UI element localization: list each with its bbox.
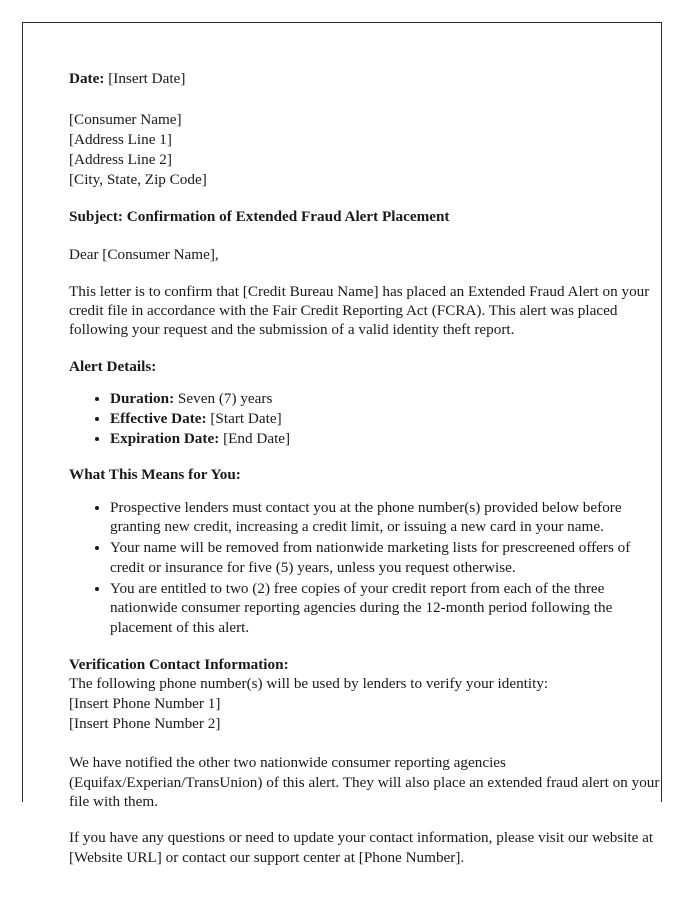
verification-phone-2: [Insert Phone Number 2] bbox=[69, 714, 221, 732]
address-line-city-state-zip: [City, State, Zip Code] bbox=[69, 170, 207, 188]
verification-description: The following phone number(s) will be used by lenders to verify your identity: bbox=[69, 675, 549, 693]
what-this-means-heading: What This Means for You: bbox=[69, 466, 241, 484]
list-item: Prospective lenders must contact you at the phone number(s) provided below before granting new credit, increasing a credit limit, or issuing a new card in your name. bbox=[69, 498, 661, 538]
alert-detail-label-effective-date: Effective Date: bbox=[110, 409, 207, 427]
salutation: Dear [Consumer Name], bbox=[69, 245, 219, 263]
list-item bbox=[69, 409, 661, 429]
alert-detail-label-duration: Duration: bbox=[110, 390, 175, 408]
alert-details-heading: Alert Details: bbox=[69, 357, 157, 375]
alert-detail-value-expiration-date: [End Date] bbox=[223, 429, 291, 447]
date-value: [Insert Date] bbox=[108, 70, 186, 87]
list-item bbox=[69, 429, 661, 449]
subject-line: Subject: Confirmation of Extended Fraud Alert Placement bbox=[69, 208, 450, 226]
alert-detail-value-effective-date: [Start Date] bbox=[210, 409, 282, 427]
recipient-address-block bbox=[69, 110, 661, 189]
letter-body bbox=[69, 69, 661, 867]
date-label: Date: bbox=[69, 70, 105, 87]
address-line-2: [Address Line 2] bbox=[69, 150, 172, 168]
what-this-means-list bbox=[69, 498, 661, 638]
list-item: Your name will be removed from nationwide marketing lists for prescreened offers of credit or insurance for five (5) years, unless you request otherwise. bbox=[69, 538, 661, 578]
document-page-frame bbox=[22, 22, 662, 866]
list-item bbox=[69, 389, 661, 409]
alert-details-list bbox=[69, 389, 661, 448]
alert-detail-value-duration: Seven (7) years bbox=[177, 390, 273, 408]
intro-paragraph: This letter is to confirm that [Credit Bureau Name] has placed an Extended Fraud Alert on your credit file in accordance with the Fair Credit Reporting Act (FCRA). This alert was placed following your request and the submission of a valid identity theft report. bbox=[69, 282, 650, 339]
date-line bbox=[69, 69, 661, 88]
verification-contact-block bbox=[69, 655, 661, 733]
list-item: You are entitled to two (2) free copies of your credit report from each of the three nationwide consumer reporting agencies during the 12-month period following the placement of this alert. bbox=[69, 579, 661, 638]
notification-paragraph: We have notified the other two nationwide consumer reporting agencies (Equifax/Experian/TransUnion) of this alert. They will also place an extended fraud alert on your file with them. bbox=[69, 754, 660, 810]
closing-paragraph: If you have any questions or need to update your contact information, please visit our website at [Website URL] or contact our support center at [Phone Number]. bbox=[69, 829, 654, 866]
alert-detail-label-expiration-date: Expiration Date: bbox=[110, 429, 220, 447]
verification-heading: Verification Contact Information: bbox=[69, 655, 289, 673]
verification-phone-1: [Insert Phone Number 1] bbox=[69, 695, 221, 713]
address-line-1: [Address Line 1] bbox=[69, 131, 172, 149]
address-line-consumer-name: [Consumer Name] bbox=[69, 111, 182, 129]
